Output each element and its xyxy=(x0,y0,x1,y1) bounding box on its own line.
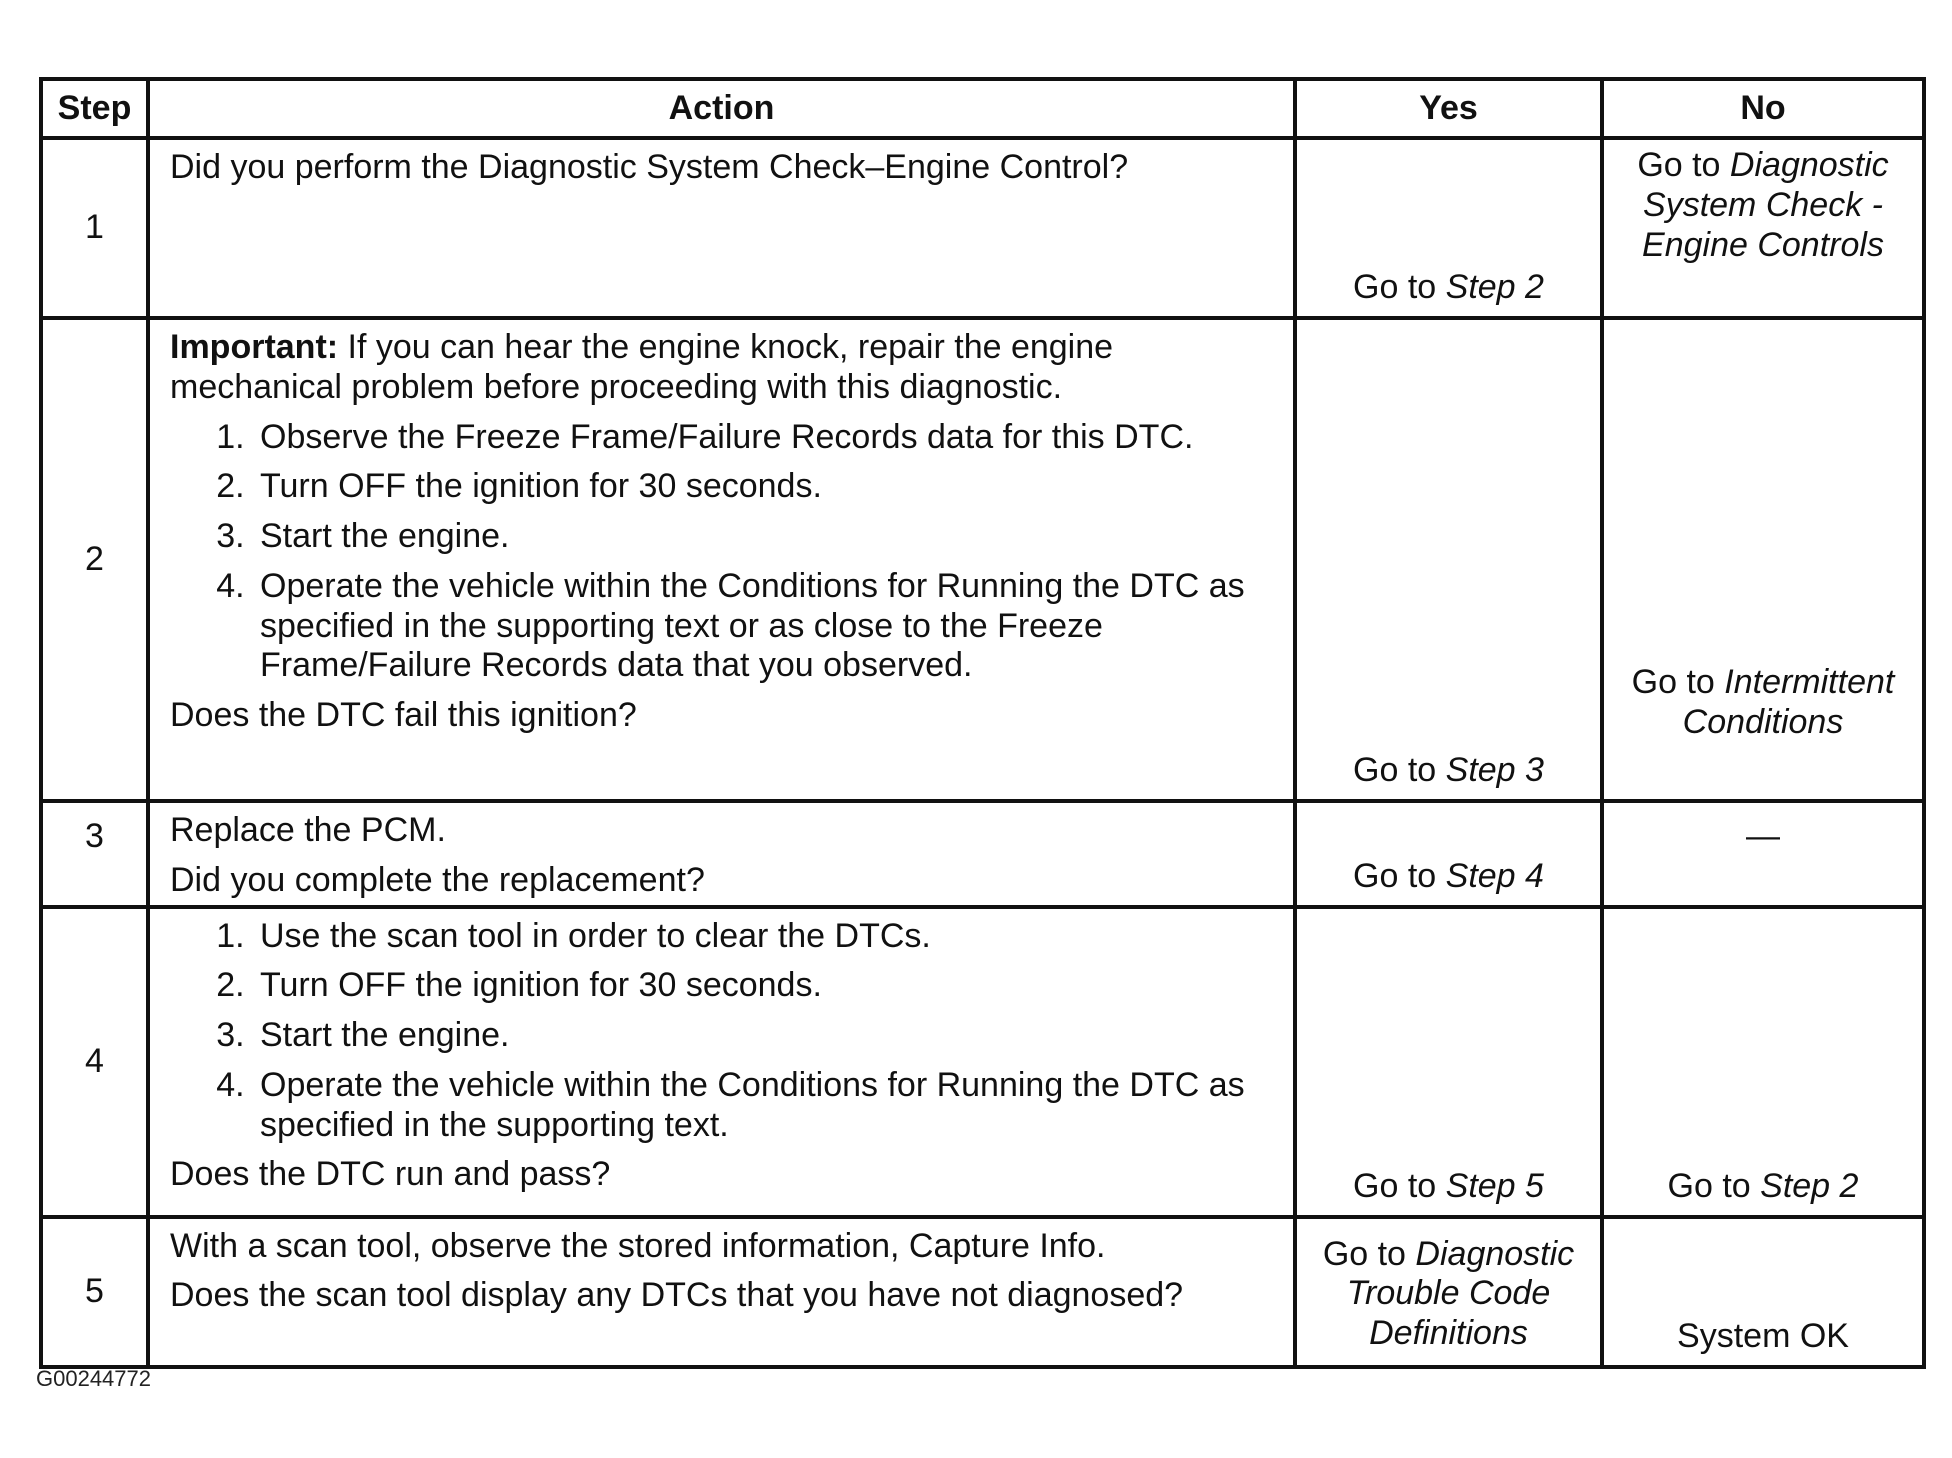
list-item: 3. Start the engine. xyxy=(254,517,1275,557)
yes-cell xyxy=(1295,318,1602,801)
list-item: 2. Turn OFF the ignition for 30 seconds. xyxy=(254,467,1275,507)
table-row xyxy=(41,318,1924,801)
yes-cell xyxy=(1295,801,1602,907)
action-cell xyxy=(148,138,1295,318)
no-link[interactable]: Diagnostic System Check - Engine Controls xyxy=(1642,146,1889,264)
step-number: 2 xyxy=(41,318,148,801)
yes-prefix: Go to xyxy=(1322,1234,1416,1273)
yes-cell xyxy=(1295,907,1602,1217)
yes-link[interactable]: Diagnostic Trouble Code Definitions xyxy=(1346,1234,1575,1353)
header-yes: Yes xyxy=(1295,79,1602,138)
yes-link[interactable]: Step 3 xyxy=(1445,751,1544,790)
action-line: Replace the PCM. xyxy=(170,811,446,849)
yes-link[interactable]: Step 4 xyxy=(1445,856,1544,895)
step-number: 1 xyxy=(41,138,148,318)
step-number: 4 xyxy=(41,907,148,1217)
yes-cell xyxy=(1295,138,1602,318)
important-note xyxy=(170,328,1275,408)
important-text: If you can hear the engine knock, repair the engine mechanical problem before proceeding with this diagnostic. xyxy=(170,328,1114,406)
yes-prefix: Go to xyxy=(1353,1166,1446,1205)
important-label: Important: xyxy=(170,328,339,366)
step-list xyxy=(170,917,1275,1146)
step-number: 5 xyxy=(41,1217,148,1367)
action-question: Did you perform the Diagnostic System Check–Engine Control? xyxy=(170,148,1129,186)
table-row xyxy=(41,1217,1924,1367)
action-cell xyxy=(148,1217,1295,1367)
action-cell xyxy=(148,907,1295,1217)
list-item: 1. Observe the Freeze Frame/Failure Records data for this DTC. xyxy=(254,418,1275,458)
action-question: Does the scan tool display any DTCs that you have not diagnosed? xyxy=(170,1276,1184,1315)
no-prefix: Go to xyxy=(1637,146,1730,184)
table-row xyxy=(41,907,1924,1217)
header-row xyxy=(41,79,1924,138)
header-action: Action xyxy=(148,79,1295,138)
header-step: Step xyxy=(41,79,148,138)
action-question: Does the DTC fail this ignition? xyxy=(170,696,637,735)
no-link[interactable]: Step 2 xyxy=(1760,1166,1859,1205)
no-link[interactable]: Intermittent Conditions xyxy=(1682,663,1895,742)
action-question: Did you complete the replacement? xyxy=(170,860,705,899)
no-prefix: Go to xyxy=(1631,663,1725,702)
no-cell xyxy=(1602,318,1924,801)
yes-prefix: Go to xyxy=(1353,751,1446,790)
yes-prefix: Go to xyxy=(1353,856,1446,895)
step-list xyxy=(170,418,1275,687)
list-item: 4. Operate the vehicle within the Conditions for Running the DTC as specified in the supporting text. xyxy=(254,1066,1275,1146)
list-item: 4. Operate the vehicle within the Conditions for Running the DTC as specified in the supporting text or as close to the Freeze Frame/Failure Records data that you observed. xyxy=(254,567,1275,686)
action-cell xyxy=(148,318,1295,801)
no-cell xyxy=(1602,1217,1924,1367)
table-row xyxy=(41,138,1924,318)
step-number: 3 xyxy=(41,801,148,907)
list-item: 1. Use the scan tool in order to clear the DTCs. xyxy=(254,917,1275,957)
no-cell xyxy=(1602,138,1924,318)
yes-link[interactable]: Step 5 xyxy=(1445,1166,1544,1205)
diagnostic-table xyxy=(39,77,1926,1369)
action-line: With a scan tool, observe the stored information, Capture Info. xyxy=(170,1226,1106,1265)
list-item: 2. Turn OFF the ignition for 30 seconds. xyxy=(254,966,1275,1006)
header-no: No xyxy=(1602,79,1924,138)
action-cell xyxy=(148,801,1295,907)
yes-link[interactable]: Step 2 xyxy=(1445,268,1544,307)
table-row xyxy=(41,801,1924,907)
list-item: 3. Start the engine. xyxy=(254,1016,1275,1056)
action-question: Does the DTC run and pass? xyxy=(170,1155,611,1194)
no-prefix: Go to xyxy=(1667,1166,1761,1205)
figure-id: G00244772 xyxy=(36,1366,151,1391)
no-cell xyxy=(1602,907,1924,1217)
no-cell xyxy=(1602,801,1924,907)
no-text: — xyxy=(1746,817,1780,855)
no-text: System OK xyxy=(1677,1316,1849,1355)
yes-prefix: Go to xyxy=(1353,268,1446,307)
yes-cell xyxy=(1295,1217,1602,1367)
